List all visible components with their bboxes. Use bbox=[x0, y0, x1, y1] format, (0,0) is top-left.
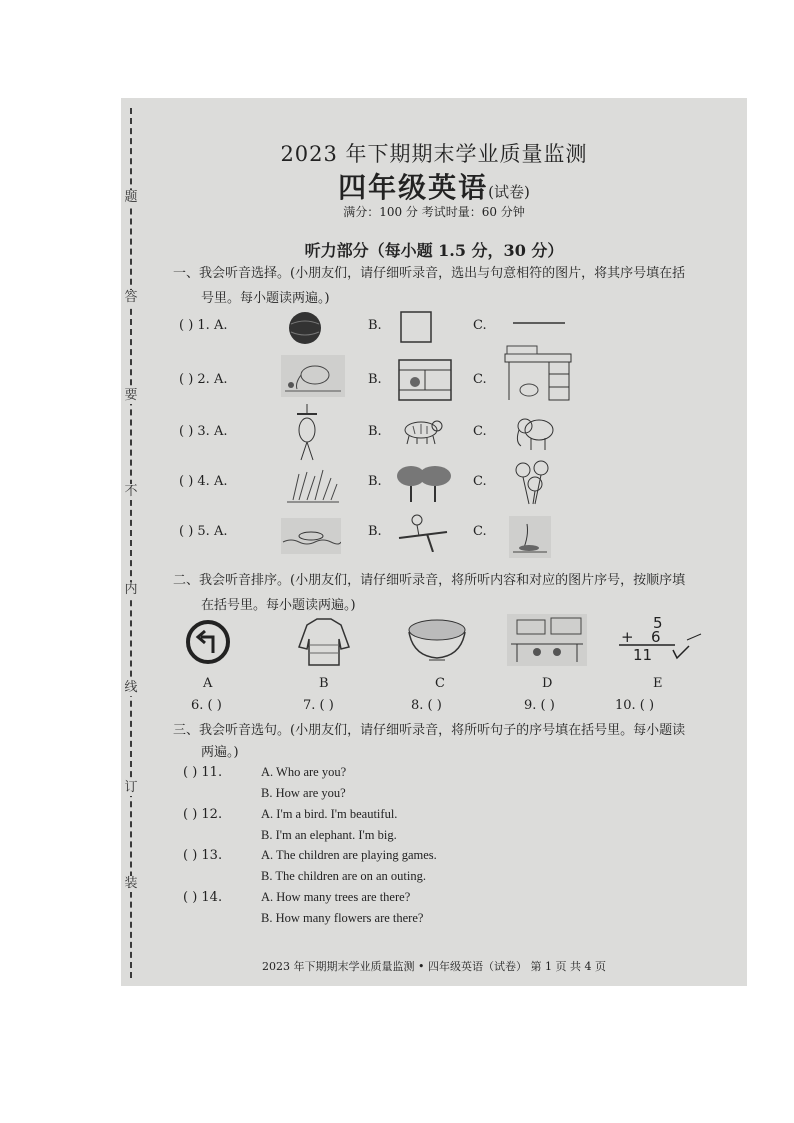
grass-icon bbox=[285, 466, 341, 506]
answer-blank: 7. ( ) bbox=[303, 698, 334, 713]
option-c-label: C. bbox=[473, 372, 487, 387]
binding-char: 要 bbox=[124, 388, 138, 403]
exam-title: 2023 年下期期末学业质量监测 bbox=[280, 142, 588, 166]
answer-blank: 8. ( ) bbox=[411, 698, 442, 713]
option-b-label: B. bbox=[368, 318, 382, 333]
answer-blank: 6. ( ) bbox=[191, 698, 222, 713]
answer-blank: 10. ( ) bbox=[615, 698, 655, 713]
exam-subtitle bbox=[121, 166, 747, 206]
picture-letter: B bbox=[319, 676, 329, 691]
section1-title-cont: 号里。每小题读两遍。) bbox=[201, 291, 330, 306]
section2-title-cont: 在括号里。每小题读两遍。) bbox=[201, 598, 356, 613]
binding-char: 题 bbox=[124, 190, 138, 205]
svg-text:5: 5 bbox=[653, 614, 663, 632]
parrot-icon bbox=[291, 404, 323, 462]
page-footer: 2023 年下期期末学业质量监测 • 四年级英语（试卷） 第 1 页 共 4 页 bbox=[262, 960, 606, 973]
option-c-label: C. bbox=[473, 318, 487, 333]
question-number: ( ) 11. bbox=[183, 765, 223, 780]
question-number: ( ) 13. bbox=[183, 848, 223, 863]
option-c-label: C. bbox=[473, 524, 487, 539]
turn-left-sign-icon bbox=[183, 619, 233, 665]
circle-icon bbox=[287, 310, 323, 346]
binding-char: 装 bbox=[124, 876, 138, 891]
picture-letter: A bbox=[203, 676, 213, 691]
square-icon bbox=[399, 310, 433, 344]
option-b-label: B. bbox=[368, 524, 382, 539]
option-a: A. Who are you? bbox=[261, 765, 347, 779]
listening-heading: 听力部分（每小题 1.5 分，30 分） bbox=[304, 241, 564, 260]
flowers-icon bbox=[511, 460, 555, 506]
question-number: ( ) 2. A. bbox=[179, 372, 228, 387]
picture-letter: E bbox=[653, 676, 663, 691]
section3-title: 三、我会听音选句。(小朋友们，请仔细听录音，将所听句子的序号填在括号里。每小题读 bbox=[173, 723, 686, 738]
option-a: A. The children are playing games. bbox=[261, 848, 437, 862]
option-b: B. The children are on an outing. bbox=[261, 869, 427, 883]
sweater-icon bbox=[297, 617, 351, 667]
svg-text:11: 11 bbox=[633, 646, 653, 662]
question-number: ( ) 4. A. bbox=[179, 474, 228, 489]
svg-text:6: 6 bbox=[651, 628, 661, 646]
binding-char: 答 bbox=[124, 290, 138, 305]
question-number: ( ) 14. bbox=[183, 890, 223, 905]
trees-icon bbox=[395, 462, 453, 504]
option-b: B. How many flowers are there? bbox=[261, 911, 424, 925]
option-a: A. I'm a bird. I'm beautiful. bbox=[261, 807, 398, 821]
binding-char: 内 bbox=[124, 582, 138, 597]
option-b: B. How are you? bbox=[261, 786, 346, 800]
elephant-scene-icon bbox=[281, 355, 345, 397]
rice-bowl-icon bbox=[405, 616, 469, 662]
exam-meta: 满分：100 分 考试时量：60 分钟 bbox=[343, 205, 525, 219]
option-c-label: C. bbox=[473, 474, 487, 489]
desk-cat-icon bbox=[503, 344, 573, 402]
section2-title: 二、我会听音排序。(小朋友们，请仔细听录音，将所听内容和对应的图片序号，按顺序填 bbox=[173, 573, 686, 588]
section3-title-cont: 两遍。) bbox=[201, 745, 239, 760]
question-number: ( ) 3. A. bbox=[179, 424, 228, 439]
binding-char: 线 bbox=[124, 680, 138, 695]
boat-icon bbox=[509, 516, 551, 558]
window-cat-icon bbox=[397, 358, 453, 402]
exam-page bbox=[121, 98, 747, 986]
option-b-label: B. bbox=[368, 372, 382, 387]
option-b-label: B. bbox=[368, 474, 382, 489]
elephant-icon bbox=[515, 412, 559, 452]
answer-blank: 9. ( ) bbox=[524, 698, 555, 713]
option-c-label: C. bbox=[473, 424, 487, 439]
option-b: B. I'm an elephant. I'm big. bbox=[261, 828, 397, 842]
question-number: ( ) 12. bbox=[183, 807, 223, 822]
option-b-label: B. bbox=[368, 424, 382, 439]
question-number: ( ) 5. A. bbox=[179, 524, 228, 539]
subtitle-text: 四年级英语 bbox=[338, 171, 489, 204]
line-icon bbox=[513, 320, 565, 326]
section1-title: 一、我会听音选择。(小朋友们，请仔细听录音，选出与句意相符的图片，将其序号填在括 bbox=[173, 266, 686, 281]
subtitle-note: (试卷) bbox=[488, 183, 530, 201]
climbing-tree-icon bbox=[397, 512, 449, 552]
classroom-icon bbox=[507, 614, 587, 666]
tiger-icon bbox=[399, 416, 443, 446]
picture-letter: D bbox=[542, 676, 553, 691]
binding-char: 不 bbox=[124, 484, 138, 499]
svg-text:+: + bbox=[621, 628, 634, 646]
option-a: A. How many trees are there? bbox=[261, 890, 411, 904]
swimming-icon bbox=[281, 518, 341, 554]
question-number: ( ) 1. A. bbox=[179, 318, 228, 333]
binding-char: 订 bbox=[124, 780, 138, 795]
picture-letter: C bbox=[435, 676, 445, 691]
addition-icon bbox=[619, 614, 703, 662]
